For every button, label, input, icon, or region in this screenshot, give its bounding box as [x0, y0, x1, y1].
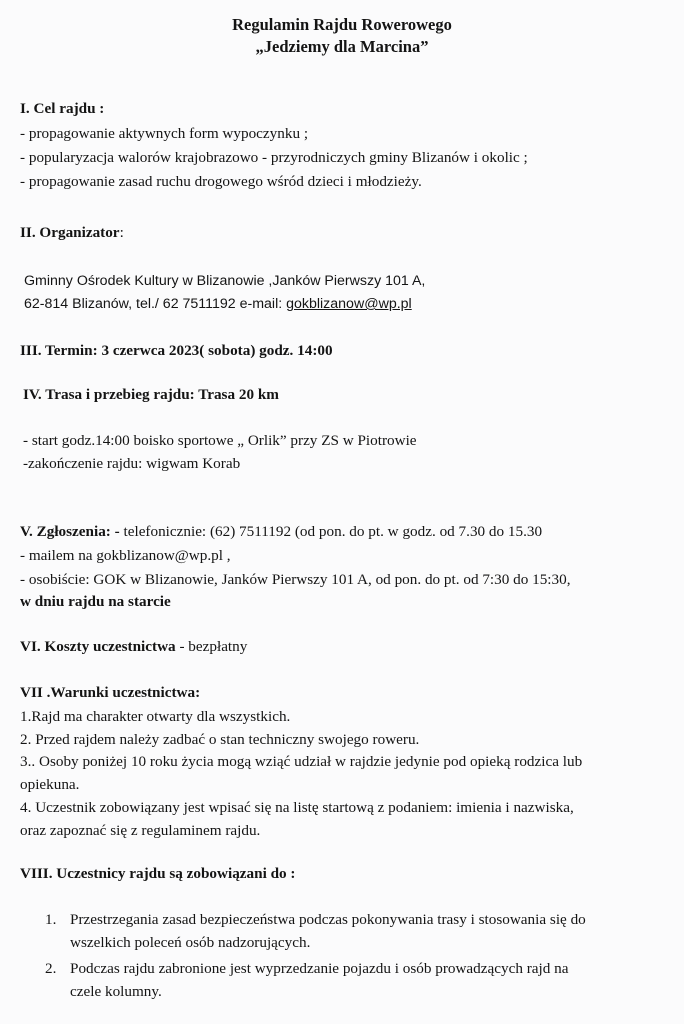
route-start: - start godz.14:00 boisko sportowe „ Orlik” przy ZS w Piotrowie: [23, 432, 417, 449]
obligation-2-line2: czele kolumny.: [70, 983, 162, 1000]
section-5-heading: V. Zgłoszenia: -: [20, 523, 124, 540]
organizer-contact: 62-814 Blizanów, tel./ 62 7511192 e-mail:: [24, 296, 287, 312]
section-2-heading-colon: :: [119, 224, 124, 241]
section-2-heading-line: [20, 224, 124, 242]
condition-item-3-cont: opiekuna.: [20, 776, 80, 793]
obligation-1-number: 1.: [45, 911, 57, 928]
section-7-heading: VII .Warunki uczestnictwa:: [20, 684, 201, 701]
registration-email: - mailem na gokblizanow@wp.pl ,: [20, 547, 231, 564]
costs-value: - bezpłatny: [175, 638, 248, 655]
organizer-address-line2: [24, 295, 412, 313]
section-1-item-2: - popularyzacja walorów krajobrazowo - przyrodniczych gminy Blizanów i okolic ;: [20, 149, 528, 166]
section-8-heading: VIII. Uczestnicy rajdu są zobowiązani do :: [20, 865, 296, 882]
condition-item-4-cont: oraz zapoznać się z regulaminem rajdu.: [20, 822, 261, 839]
document-title-line1: Regulamin Rajdu Rowerowego: [232, 15, 452, 34]
organizer-email-link[interactable]: gokblizanow@wp.pl: [286, 296, 412, 312]
organizer-address-line1: Gminny Ośrodek Kultury w Blizanowie ,Janków Pierwszy 101 A,: [24, 273, 426, 289]
obligation-1-line2: wszelkich poleceń osób nadzorujących.: [70, 934, 311, 951]
section-3-heading: III. Termin: 3 czerwca 2023( sobota) godz. 14:00: [20, 342, 333, 359]
condition-item-3: 3.. Osoby poniżej 10 roku życia mogą wziąć udział w rajdzie jedynie pod opieką rodzica lub: [20, 753, 583, 770]
section-6-heading: VI. Koszty uczestnictwa: [20, 638, 176, 655]
condition-item-4: 4. Uczestnik zobowiązany jest wpisać się na listę startową z podaniem: imienia i nazwiska,: [20, 799, 574, 816]
section-2-heading: II. Organizator: [20, 224, 120, 241]
route-end: -zakończenie rajdu: wigwam Korab: [23, 455, 241, 472]
registration-phone: telefonicznie: (62) 7511192 (od pon. do pt. w godz. od 7.30 do 15.30: [123, 523, 543, 540]
condition-item-1: 1.Rajd ma charakter otwarty dla wszystkich.: [20, 708, 291, 725]
section-4-heading: IV. Trasa i przebieg rajdu: Trasa 20 km: [23, 386, 279, 403]
section-1-item-1: - propagowanie aktywnych form wypoczynku ;: [20, 125, 309, 142]
section-1-item-3: - propagowanie zasad ruchu drogowego wśród dzieci i młodzieży.: [20, 173, 422, 190]
section-1-heading: I. Cel rajdu :: [20, 100, 105, 117]
document-title-line2: „Jedziemy dla Marcina”: [255, 37, 429, 56]
obligation-1-line1: Przestrzegania zasad bezpieczeństwa podczas pokonywania trasy i stosowania się do: [70, 911, 586, 928]
obligation-2-line1: Podczas rajdu zabronione jest wyprzedzanie pojazdu i osób prowadzących rajd na: [70, 960, 569, 977]
registration-personal: - osobiście: GOK w Blizanowie, Janków Pierwszy 101 A, od pon. do pt. od 7:30 do 15:30,: [20, 571, 571, 588]
condition-item-2: 2. Przed rajdem należy zadbać o stan techniczny swojego roweru.: [20, 731, 420, 748]
registration-on-day: w dniu rajdu na starcie: [20, 593, 171, 610]
section-5-heading-line: [20, 523, 542, 541]
section-6-line: [20, 638, 247, 656]
obligation-2-number: 2.: [45, 960, 57, 977]
